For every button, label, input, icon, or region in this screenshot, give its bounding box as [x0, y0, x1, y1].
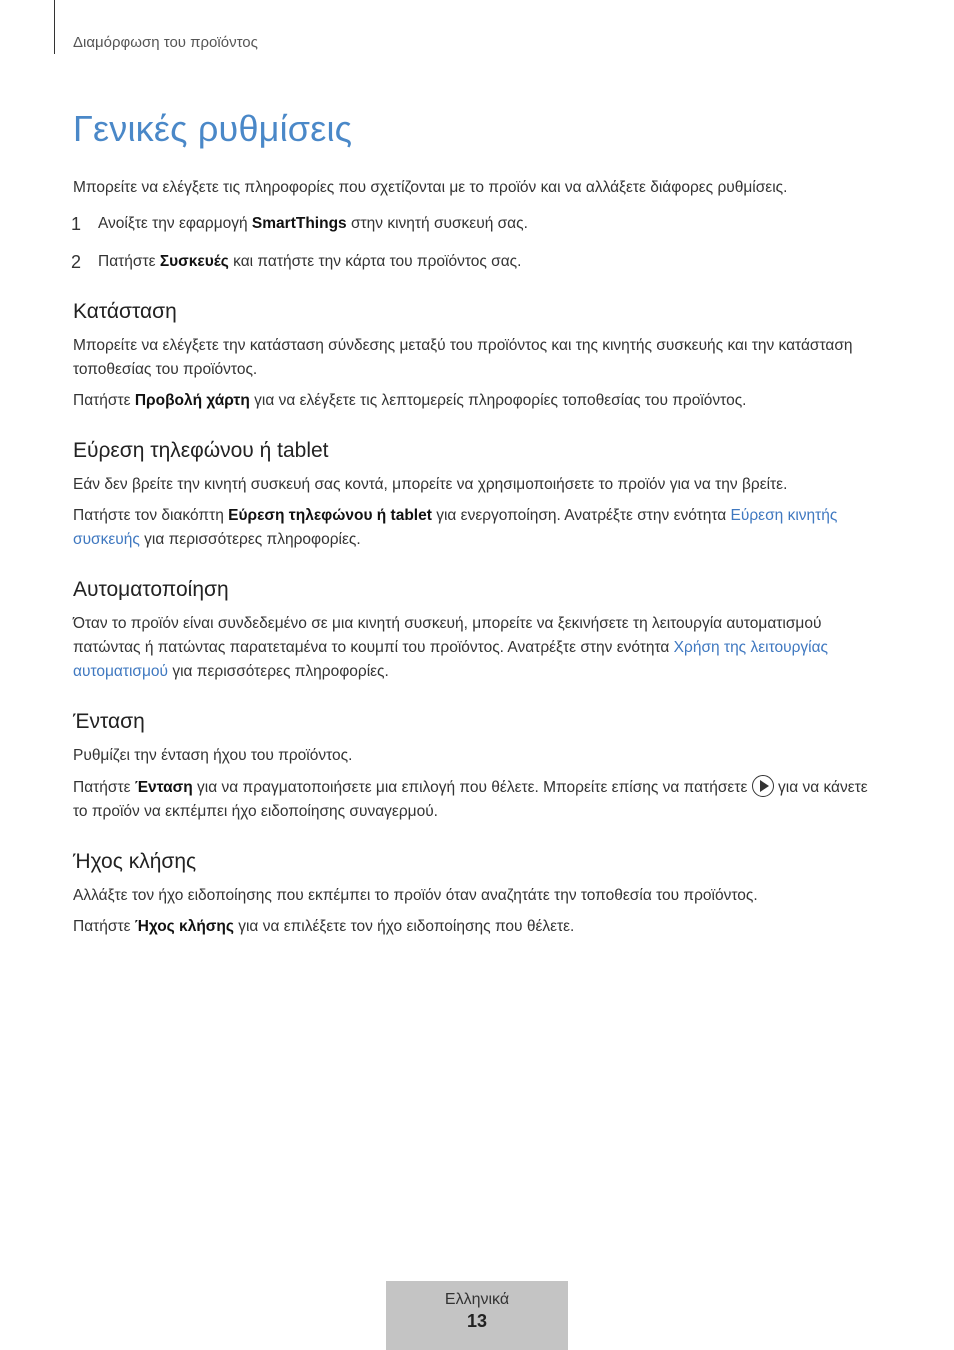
intro-text: Μπορείτε να ελέγξετε τις πληροφορίες που σχετίζονται με το προϊόν και να αλλάξετε διάφορες ρυθμίσεις.: [73, 179, 788, 196]
play-icon: [752, 775, 774, 797]
section-heading-find-phone: Εύρεση τηλεφώνου ή tablet: [73, 439, 329, 462]
section-heading-ringtone: Ήχος κλήσης: [73, 850, 197, 873]
margin-rule: [54, 0, 55, 54]
step-number: 2: [71, 252, 82, 272]
page-content: [73, 108, 883, 946]
volume-instruction: Πατήστε Ένταση για να πραγματοποιήσετε μια επιλογή που θέλετε. Μπορείτε επίσης να πατήσετε για να κάνετε το προϊόν να εκπέμπει ήχο ειδοποίησης συναγερμού.: [73, 775, 883, 824]
status-instruction: Πατήστε Προβολή χάρτη για να ελέγξετε τις λεπτομερείς πληροφορίες τοποθεσίας του προϊόντος.: [73, 392, 747, 409]
section-heading-status: Κατάσταση: [73, 300, 177, 323]
page-footer: [386, 1281, 568, 1350]
find-mobile-device-link[interactable]: Εύρεση κινητής συσκευής: [73, 507, 838, 548]
section-heading-automation: Αυτοματοποίηση: [73, 578, 229, 601]
step-item: [73, 212, 883, 236]
page-title: Γενικές ρυθμίσεις: [73, 108, 353, 149]
footer-language: Ελληνικά: [444, 1291, 510, 1308]
find-phone-instruction: Πατήστε τον διακόπτη Εύρεση τηλεφώνου ή tablet για ενεργοποίηση. Ανατρέξτε στην ενότητα Εύρεση κινητής συσκευής για περισσότερες πληροφορίες.: [73, 507, 838, 548]
page-number: 13: [466, 1311, 488, 1331]
automation-description: Όταν το προϊόν είναι συνδεδεμένο σε μια κινητή συσκευή, μπορείτε να ξεκινήσετε τη λειτουργία αυτοματισμού πατώντας ή πατώντας παρατεταμένα το κουμπί του προϊόντος. Ανατρέξτε στην ενότητα Χρήση της λειτουργίας αυτοματισμού για περισσότερες πληροφορίες.: [73, 615, 829, 680]
step-item: [73, 250, 883, 274]
step-text: Πατήστε Συσκευές και πατήστε την κάρτα του προϊόντος σας.: [98, 253, 522, 270]
ringtone-instruction: Πατήστε Ήχος κλήσης για να επιλέξετε τον ήχο ειδοποίησης που θέλετε.: [73, 918, 575, 935]
steps-list: [73, 212, 883, 274]
volume-description: Ρυθμίζει την ένταση ήχου του προϊόντος.: [73, 747, 353, 764]
running-header: Διαμόρφωση του προϊόντος: [73, 34, 258, 51]
step-number: 1: [71, 214, 82, 234]
step-text: Ανοίξτε την εφαρμογή SmartThings στην κινητή συσκευή σας.: [98, 215, 528, 232]
section-heading-volume: Ένταση: [73, 710, 145, 733]
status-description: Μπορείτε να ελέγξετε την κατάσταση σύνδεσης μεταξύ του προϊόντος και της κινητής συσκευής και την κατάσταση τοποθεσίας του προϊόντος.: [73, 337, 853, 378]
automation-link[interactable]: Χρήση της λειτουργίας αυτοματισμού: [73, 639, 829, 680]
ringtone-description: Αλλάξτε τον ήχο ειδοποίησης που εκπέμπει το προϊόν όταν αναζητάτε την τοποθεσία του προϊόντος.: [73, 887, 758, 904]
find-phone-description: Εάν δεν βρείτε την κινητή συσκευή σας κοντά, μπορείτε να χρησιμοποιήσετε το προϊόν για να την βρείτε.: [73, 476, 788, 493]
